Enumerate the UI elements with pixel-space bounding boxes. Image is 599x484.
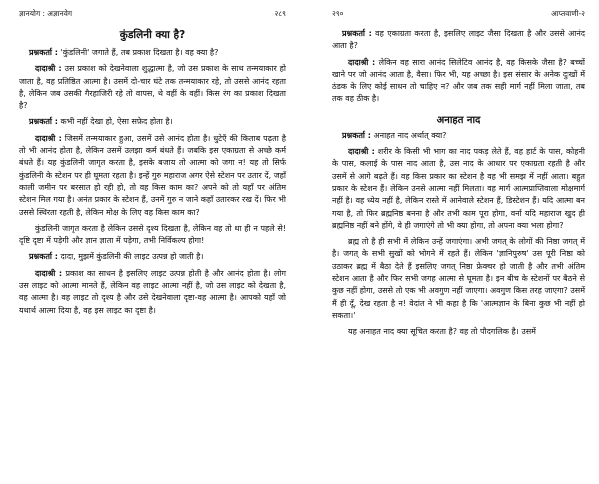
paragraph xyxy=(19,223,286,248)
paragraph-text: लेकिन वह सारा आनंद सिलेटिव आनंद है, वह किसके जैसा है? बच्चों खाने पर जो आनंद आता है, वैसा। फिर भी, यह अच्छा है। इस संसार के अनेक दुःखों में ठंडक के लिए कोई साधन तो चाहिए न? और जब तक सही मार्ग नहीं मिला जाता, तब तक वह ठीक है। xyxy=(332,57,585,104)
paragraph xyxy=(332,236,585,322)
right-page xyxy=(298,0,599,484)
speaker-label: दादाश्री : xyxy=(35,133,62,143)
paragraph-text: यह अनाहत नाद क्या सूचित करता है? वह तो पौदगलिक है। उसमें xyxy=(348,327,536,337)
speaker-label: दादाश्री : xyxy=(348,57,376,67)
left-body xyxy=(19,47,286,317)
paragraph-text: दादा, मुझमें कुंडलिनी की लाइट उत्पन्न हो जाती है। xyxy=(57,252,204,262)
speaker-label: प्रश्नकर्ता : xyxy=(29,48,58,57)
paragraph xyxy=(332,146,585,232)
paragraph xyxy=(19,268,286,317)
right-header-title: आप्तवाणी-२ xyxy=(551,9,585,18)
paragraph-text: प्रकाश का साधन है इसलिए लाइट उत्पन्न होती है और आनंद होता है। लोग उस लाइट को आत्मा मानते हैं, लेकिन वह लाइट आत्मा नहीं है, जो उस लाइट को देखता है, वह आत्मा है। वह लाइट तो दृश्य है और उसे देखनेवाला दृष्टा-वह आत्मा है। आपको यहाँ जो यथार्थ आत्मा दिया है, वह इस लाइट का दृष्टा है। xyxy=(19,268,286,315)
right-page-number: २९० xyxy=(332,9,344,18)
speaker-label: दादाश्री : xyxy=(35,64,62,74)
left-page xyxy=(0,0,296,484)
paragraph xyxy=(19,251,286,263)
speaker-label: प्रश्नकर्ता : xyxy=(29,252,58,262)
left-page-number: २८९ xyxy=(274,9,286,18)
chapter-title: कुंडलिनी क्या है? xyxy=(119,29,186,41)
paragraph-text: कुंडलिनी जागृत करता है लेकिन उससे दृश्य दिखता है, लेकिन वह तो था ही न पहले से! दृष्टि दृष्टा में पड़ेगी और ज्ञान ज्ञाता में पड़ेगा, तभी निर्विकल्प होगा! xyxy=(19,223,286,246)
paragraph-text: अनाहत नाद अर्थात् क्या? xyxy=(370,130,447,140)
section-title: अनाहत नाद xyxy=(436,114,481,126)
right-body xyxy=(332,28,585,339)
paragraph-text: ब्रह्म तो है ही सभी में लेकिन उन्हें जगाएंगा। अभी जगत् के लोगों की निष्ठा जगत् में है। जगत् के सभी सुखों को भोगने में रहते हैं। लेकिन 'ज्ञानिपुरुष' उस पूरी निष्ठा को उठाकर ब्रह्म में बैठा देते हैं इसलिए जगत् निष्ठा फ्रेक्चर हो जाती है और तभी अंतिम स्टेशन आता है और फिर सभी जगह आत्मा से घूमता है। इन बीच के स्टेशनों पर बैठने से कुछ नहीं होगा, उससे तो एक भी अवगुण नहीं जाएगा। अवगुण किस तरह जाएगा? उसमें मैं ही दूँ, देख रहता है न! वेदांत ने भी कहा है कि 'आत्मज्ञान के बिना कुछ भी नहीं हो सकता।' xyxy=(332,237,585,320)
paragraph xyxy=(332,28,585,53)
paragraph xyxy=(19,133,286,219)
speaker-label: प्रश्नकर्ता : xyxy=(342,130,371,140)
paragraph xyxy=(332,130,585,142)
speaker-label: दादाश्री : xyxy=(348,147,375,157)
paragraph-text: जिसमें तन्मयाकार हुआ, उसमें उसे आनंद होता है। धुटेएँ की किताब पढ़ता है तो भी आनंद होता है, लेकिन उसमें उलझा कर्म बंधते हैं। जबकि इस एकाग्रता से अच्छे कर्म बंधते हैं। यह कुंडलिनी जागृत करता है, इसके बजाय तो आत्मा को जगा न! यह तो सिर्फ कुंडलिनी के स्टेशन पर ही घूमता रहता है। इन्हें गुरु महाराज अगर ऐसे स्टेशन पर उतार दें, जहाँ काली जमीन पर बरसात हो रही हो, तो वह किस काम का? अपने को तो यहाँ पर अंतिम स्टेशन मिल गया है। अनंत प्रकार के स्टेशन हैं, उनमें गुरु न जाने कहाँ उतारकर रख दें। फिर भी उससे स्थिरता रहती है, लेकिन मोक्ष के लिए वह किस काम का? xyxy=(19,133,286,217)
speaker-label: प्रश्नकर्ता : xyxy=(342,29,372,38)
paragraph xyxy=(19,63,286,112)
left-header-title: ज्ञानयोग : अज्ञानवेग xyxy=(19,9,72,18)
speaker-label: प्रश्नकर्ता : xyxy=(29,117,58,127)
paragraph-text: उस प्रकाश को देखनेवाला शुद्धात्मा है, जो उस प्रकाश के साथ तन्मयाकार हो जाता है, वह प्रतिष्ठित आत्मा है। उसमें दो-चार घंटे तक तन्मयाकार रहे, तो उससे आनंद रहता है, लेकिन जब उसकी गैरहाजिरी रहे तो वापस, थे वहीं के वहीं। किस रंग का प्रकाश दिखता है? xyxy=(19,64,286,111)
paragraph-text: शरीर के किसी भी भाग का नाद पकड़ लेते हैं, वह हार्ट के पास, कोहनी के पास, कलाई के पास नाद आता है, उस नाद के आधार पर एकाग्रता रहती है और उसमें से आगे बढ़ते हैं। वह किस प्रकार का स्टेशन है वह भी समझ में नहीं आता। बहुत प्रकार के स्टेशन हैं। लेकिन उनसे आत्मा नहीं मिलता। वह मार्ग आत्मप्राप्तिवाला मोक्षमार्ग नहीं है। वह ध्येय नहीं है, लेकिन रास्ते में आनेवाले स्टेशन हैं, डिस्टेशन हैं। यदि आत्मा बन गया है, तो फिर ब्रह्मनिष्ठ बनना है और तभी काम पूरा होगा, वर्ना यदि महाराज खुद ही ब्रह्मनिष्ठ नहीं बने होंगे, वे ही जगाएंगे तो भी क्या होगा, तो अपना क्या भला होगा? xyxy=(332,147,585,230)
paragraph xyxy=(332,57,585,106)
paragraph xyxy=(332,326,585,338)
right-running-head xyxy=(332,8,585,20)
paragraph-text: कभी नहीं देखा हो, ऐसा सफ़ेद होता है। xyxy=(57,117,173,127)
left-running-head xyxy=(19,8,286,20)
paragraph-text: वह एकाग्रता करता है, इसलिए लाइट जैसा दिखता है और उससे आनंद आता है? xyxy=(332,29,586,51)
paragraph xyxy=(19,47,286,59)
paragraph xyxy=(19,116,286,128)
paragraph-text: 'कुंडलिनी' जगाते हैं, तब प्रकाश दिखता है। वह क्या है? xyxy=(57,48,219,57)
speaker-label: दादाश्री : xyxy=(35,268,63,278)
